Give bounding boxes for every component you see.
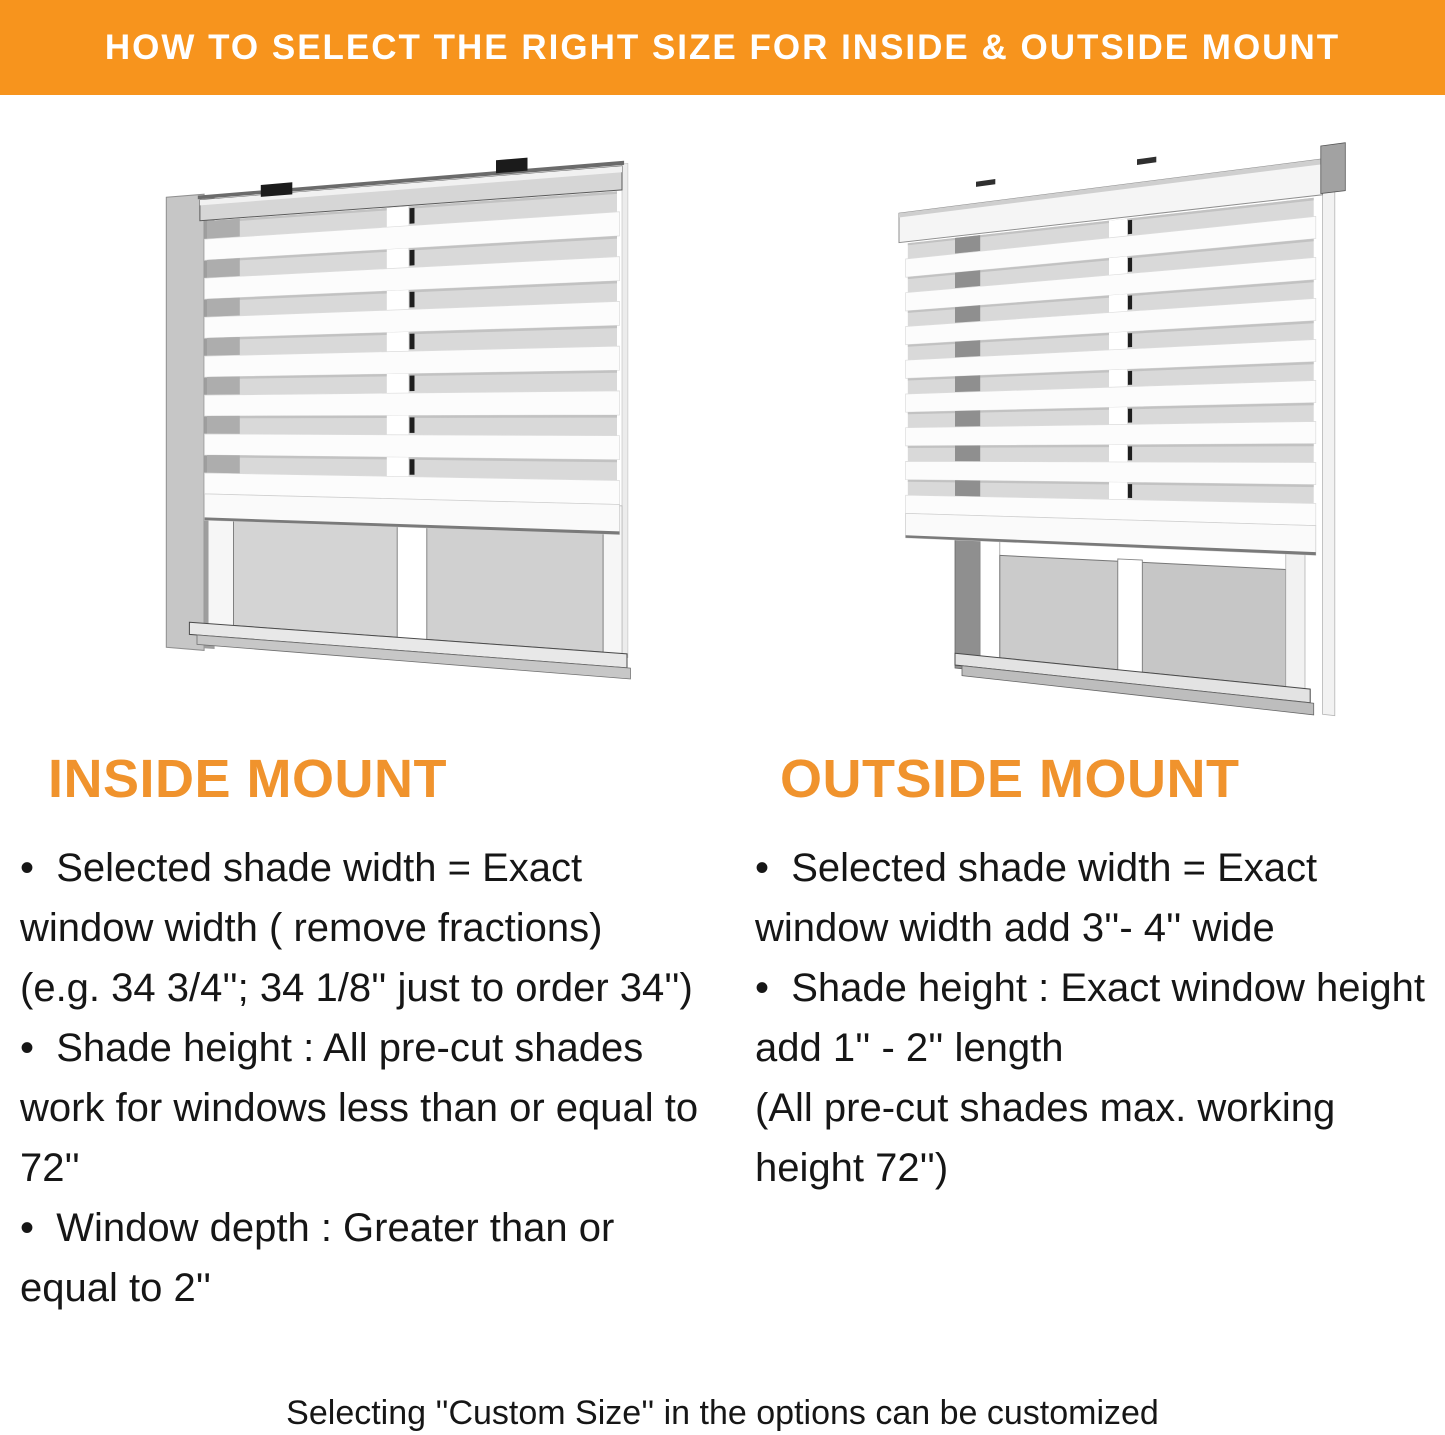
outside-mount-heading: OUTSIDE MOUNT — [780, 749, 1240, 809]
title-banner — [0, 0, 1445, 95]
custom-size-note: Selecting ''Custom Size'' in the options can be customized — [286, 1394, 1159, 1432]
text-line: (All pre-cut shades max. working — [755, 1086, 1336, 1130]
bullet-line: • Selected shade width = Exact — [20, 846, 583, 890]
text-line: window width add 3''- 4'' wide — [755, 906, 1275, 950]
text-line: (e.g. 34 3/4''; 34 1/8'' just to order 34'') — [20, 966, 693, 1010]
text-line: work for windows less than or equal to — [20, 1086, 699, 1130]
text-line: 72'' — [20, 1146, 80, 1190]
inside-mount-illustration — [152, 150, 647, 710]
bullet-line: • Shade height : Exact window height — [755, 966, 1425, 1010]
outside-mount-instructions — [755, 838, 1445, 1198]
outside-mount-window-graphic — [860, 140, 1380, 725]
text-line: height 72'') — [755, 1146, 949, 1190]
outside-mount-illustration — [860, 140, 1380, 725]
text-line: add 1'' - 2'' length — [755, 1026, 1064, 1070]
inside-mount-instructions — [20, 838, 720, 1318]
text-line: equal to 2'' — [20, 1266, 211, 1310]
inside-mount-heading: INSIDE MOUNT — [48, 749, 448, 809]
bullet-line: • Shade height : All pre-cut shades — [20, 1026, 644, 1070]
banner-title: HOW TO SELECT THE RIGHT SIZE FOR INSIDE & OUTSIDE MOUNT — [104, 27, 1341, 67]
text-line: window width ( remove fractions) — [20, 906, 603, 950]
bullet-line: • Selected shade width = Exact — [755, 846, 1318, 890]
inside-mount-window-graphic — [152, 150, 647, 710]
bullet-line: • Window depth : Greater than or — [20, 1206, 615, 1250]
